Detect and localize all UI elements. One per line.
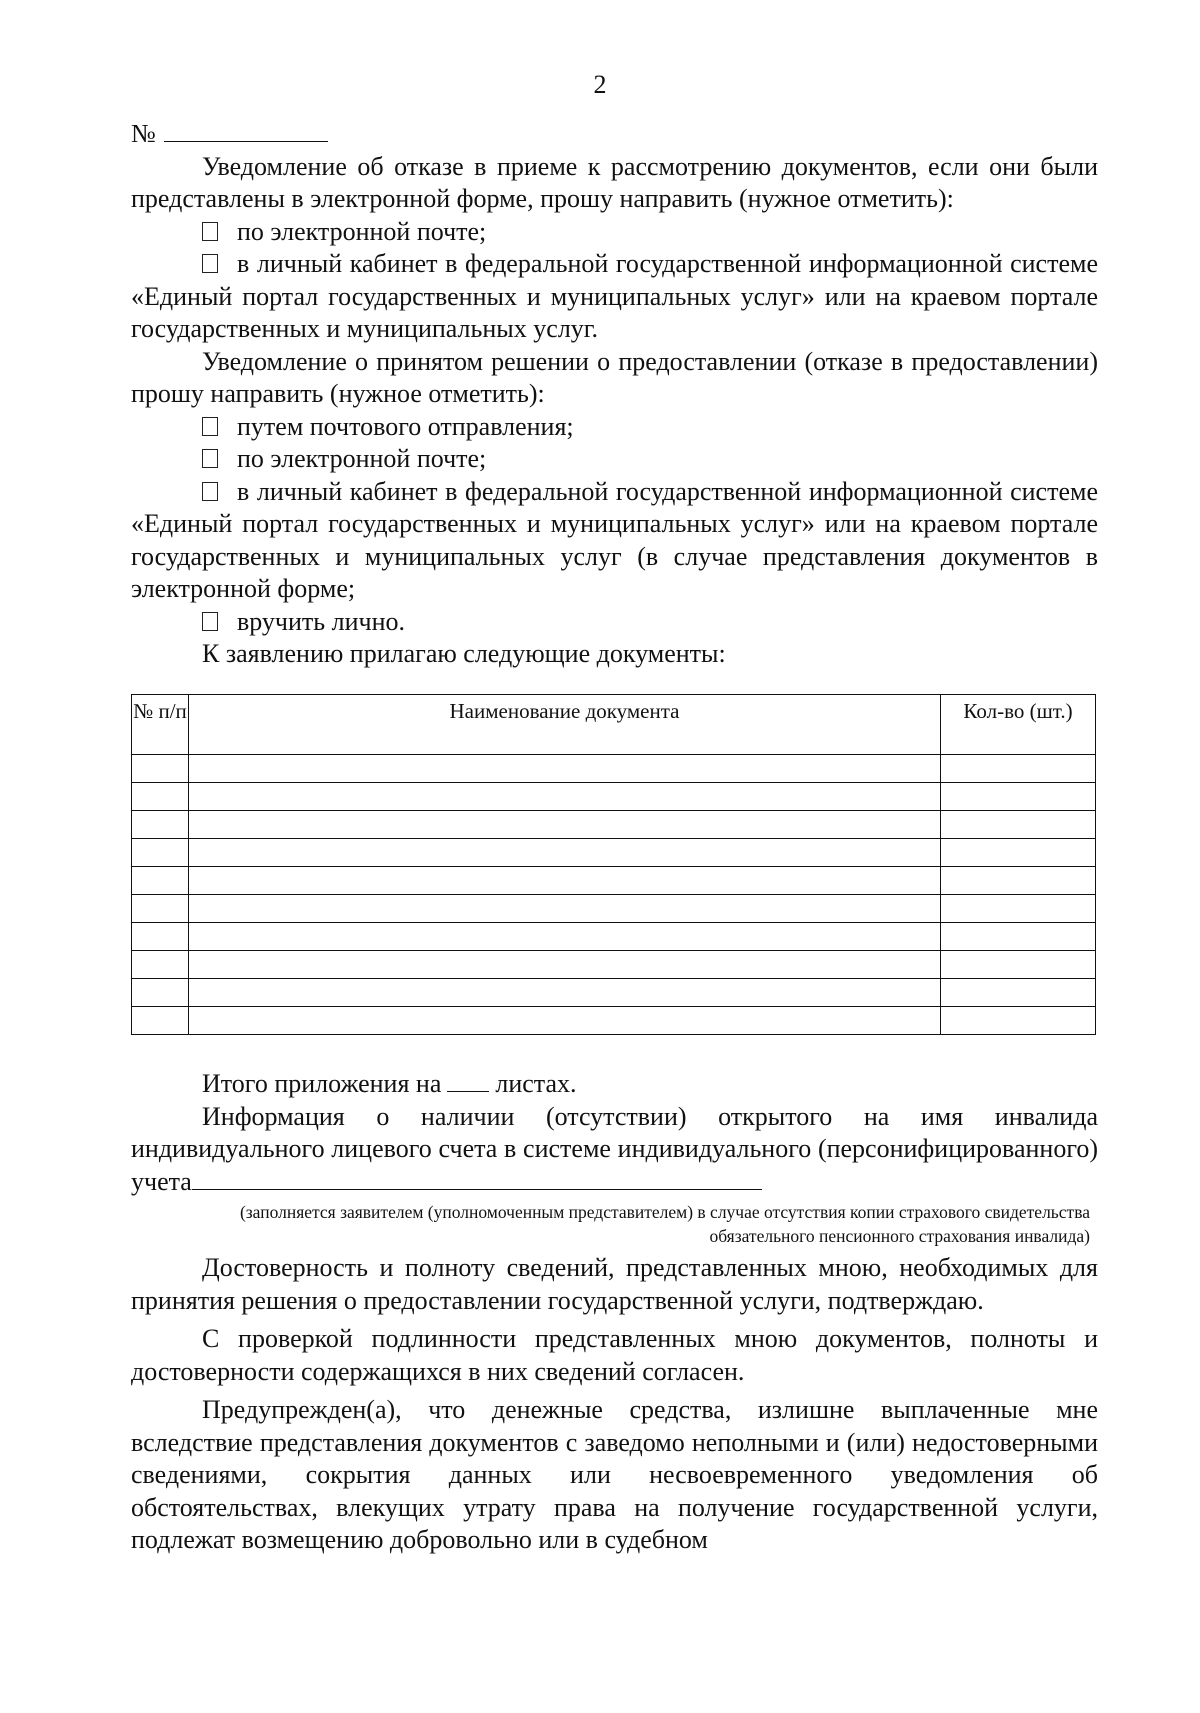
number-label: №	[131, 119, 156, 148]
table-cell-number[interactable]	[132, 755, 189, 783]
attachments-table	[131, 694, 1096, 1035]
checkbox[interactable]	[202, 612, 218, 631]
table-header-row	[132, 695, 1096, 755]
table-row	[132, 755, 1096, 783]
option-cabinet-1[interactable]	[131, 248, 1098, 346]
table-cell-number[interactable]	[132, 1007, 189, 1035]
option-label: путем почтового отправления;	[237, 411, 574, 441]
agree-paragraph: С проверкой подлинности представленных мною документов, полноты и достоверности содержащихся в них сведений согласен.	[131, 1324, 1098, 1386]
checkbox[interactable]	[202, 254, 218, 273]
attachments-intro: К заявлению прилагаю следующие документы:	[202, 639, 726, 668]
total-line	[131, 1068, 1098, 1101]
table-cell-document-name[interactable]	[189, 979, 941, 1007]
header-number: № п/п	[132, 695, 189, 755]
header-quantity: Кол-во (шт.)	[941, 695, 1096, 755]
table-cell-quantity[interactable]	[941, 951, 1096, 979]
option-label: по электронной почте;	[237, 444, 487, 473]
table-cell-quantity[interactable]	[941, 839, 1096, 867]
table-row	[132, 839, 1096, 867]
table-cell-quantity[interactable]	[941, 895, 1096, 923]
page-number: 2	[593, 70, 607, 99]
table-row	[132, 811, 1096, 839]
table-cell-quantity[interactable]	[941, 811, 1096, 839]
table-row	[132, 979, 1096, 1007]
checkbox[interactable]	[202, 449, 218, 468]
table-cell-number[interactable]	[132, 867, 189, 895]
table-cell-number[interactable]	[132, 923, 189, 951]
info-text: Информация о наличии (отсутствии) открытого на имя инвалида индивидуального лицевого счета в системе индивидуального (персонифицированного) учета	[131, 1101, 1098, 1196]
table-cell-document-name[interactable]	[189, 783, 941, 811]
table-cell-quantity[interactable]	[941, 755, 1096, 783]
confirm-paragraph: Достоверность и полноту сведений, представленных мною, необходимых для принятия решения о предоставлении государственной услуги, подтверждаю.	[131, 1253, 1098, 1315]
table-cell-number[interactable]	[132, 979, 189, 1007]
table-cell-quantity[interactable]	[941, 1007, 1096, 1035]
table-row	[132, 895, 1096, 923]
table-cell-document-name[interactable]	[189, 755, 941, 783]
table-cell-number[interactable]	[132, 811, 189, 839]
checkbox[interactable]	[202, 417, 218, 436]
number-blank-field[interactable]	[164, 119, 328, 142]
option-label: по электронной почте;	[237, 216, 487, 246]
table-cell-document-name[interactable]	[189, 811, 941, 839]
table-cell-quantity[interactable]	[941, 979, 1096, 1007]
info-note: (заполняется заявителем (уполномоченным представителем) в случае отсутствия копии страхового свидетельства обязательного пенсионного страхования инвалида)	[239, 1202, 1090, 1246]
account-info-field[interactable]	[192, 1167, 762, 1190]
table-cell-quantity[interactable]	[941, 783, 1096, 811]
table-cell-number[interactable]	[132, 783, 189, 811]
table-cell-quantity[interactable]	[941, 867, 1096, 895]
decision-notice-paragraph: Уведомление о принятом решении о предоставлении (отказе в предоставлении) прошу направить (нужное отметить):	[131, 346, 1098, 408]
table-row	[132, 951, 1096, 979]
table-row	[132, 1007, 1096, 1035]
option-in-person[interactable]	[131, 606, 1098, 639]
option-label: в личный кабинет в федеральной государственной информационной системе «Единый портал государственных и муниципальных услуг» или на краевом портале государственных и муниципальных услуг.	[131, 249, 1098, 343]
option-email-2[interactable]	[131, 443, 1098, 476]
table-cell-document-name[interactable]	[189, 951, 941, 979]
table-row	[132, 867, 1096, 895]
form-lower-section	[131, 1068, 1098, 1557]
refusal-notice-paragraph: Уведомление об отказе в приеме к рассмотрению документов, если они были представлены в электронной форме, прошу направить (нужное отметить):	[131, 151, 1098, 213]
checkbox[interactable]	[202, 482, 218, 501]
header-document-name: Наименование документа	[189, 695, 941, 755]
table-cell-number[interactable]	[132, 839, 189, 867]
sheets-count-field[interactable]	[447, 1069, 489, 1092]
table-cell-document-name[interactable]	[189, 895, 941, 923]
table-cell-document-name[interactable]	[189, 1007, 941, 1035]
option-label: вручить лично.	[237, 606, 406, 636]
table-row	[132, 923, 1096, 951]
table-cell-number[interactable]	[132, 951, 189, 979]
form-upper-section	[131, 118, 1098, 671]
option-email-1[interactable]	[131, 216, 1098, 249]
number-line	[131, 118, 1098, 151]
table-body	[132, 755, 1096, 1035]
table-cell-document-name[interactable]	[189, 839, 941, 867]
table-cell-number[interactable]	[132, 895, 189, 923]
option-cabinet-2[interactable]	[131, 476, 1098, 606]
table-cell-document-name[interactable]	[189, 923, 941, 951]
table-cell-quantity[interactable]	[941, 923, 1096, 951]
warning-paragraph: Предупрежден(а), что денежные средства, излишне выплаченные мне вследствие представления документов с заведомо неполными и (или) недостоверными сведениями, сокрытия данных или несвоевременного уведомления об обстоятельствах, влекущих утрату права на получение государственной услуги, подлежат возмещению добровольно или в судебном	[131, 1395, 1098, 1554]
info-paragraph	[131, 1101, 1098, 1199]
total-prefix: Итого приложения на	[202, 1069, 442, 1098]
table-row	[132, 783, 1096, 811]
checkbox[interactable]	[202, 222, 218, 241]
table-cell-document-name[interactable]	[189, 867, 941, 895]
total-suffix: листах.	[495, 1069, 577, 1098]
option-post[interactable]	[131, 411, 1098, 444]
option-label: в личный кабинет в федеральной государственной информационной системе «Единый портал государственных и муниципальных услуг» или на краевом портале государственных и муниципальных услуг (в случае представления документов в электронной форме;	[131, 476, 1098, 603]
